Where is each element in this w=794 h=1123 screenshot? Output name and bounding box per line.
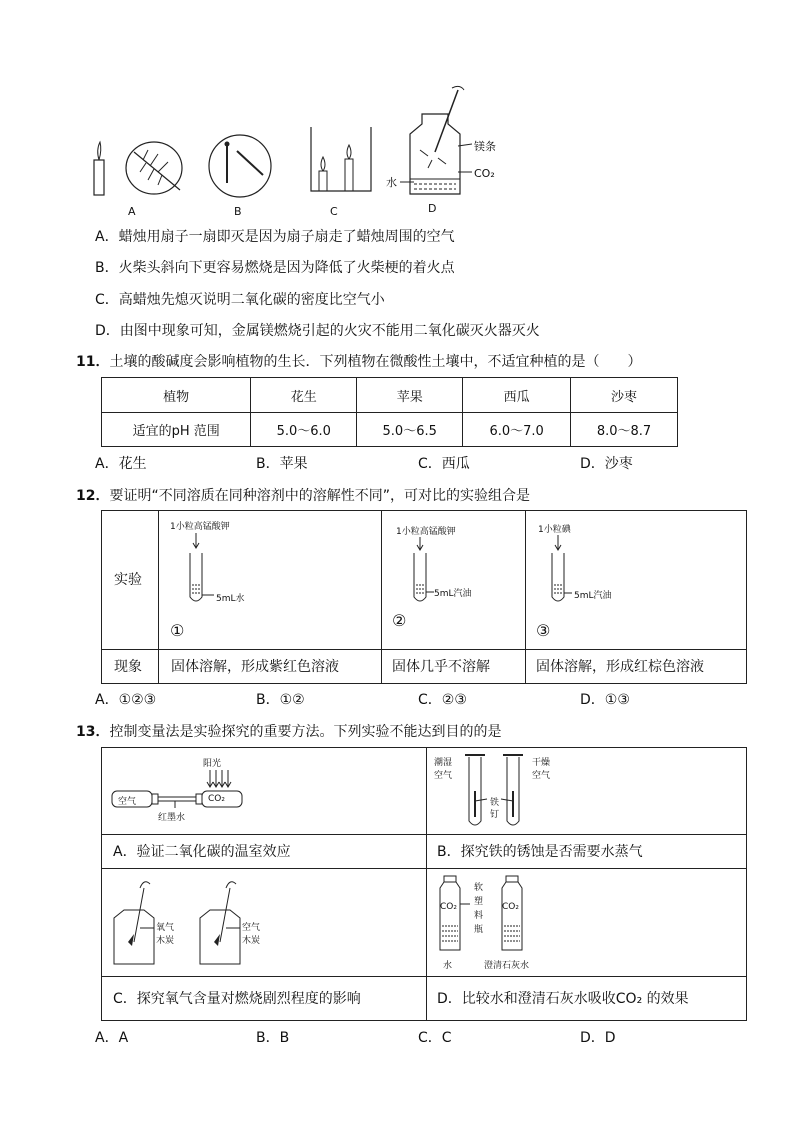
q10-option-a: A．蜡烛用扇子一扇即灭是因为扇子扇走了蜡烛周围的空气 — [95, 229, 455, 245]
fig-13b-wet-air: 空气 — [434, 771, 453, 781]
phenomenon-2: 固体几乎不溶解 — [392, 659, 490, 675]
fig-13a-ink: 红墨水 — [158, 813, 186, 823]
fig-13b-dry-air: 空气 — [532, 771, 551, 781]
q10-option-d: D．由图中现象可知，金属镁燃烧引起的火灾不能用二氧化碳灭火器灭火 — [95, 323, 540, 339]
exp2-liquid: 5mL汽油 — [434, 589, 472, 599]
q13-option-b: B．B — [256, 1030, 290, 1046]
q12-option-d: D．①③ — [580, 692, 630, 708]
table-header-cell: 花生 — [251, 378, 357, 413]
fig-label-b: B — [234, 205, 242, 218]
fig-d-mg-label: 镁条 — [474, 140, 496, 153]
fig-d-water-label: 水 — [386, 176, 397, 189]
fig-13d-co2-right: CO₂ — [502, 902, 519, 912]
fig-13c-charcoal-1: 木炭 — [156, 936, 175, 946]
fig-d-mg-bottle — [400, 84, 520, 199]
q10-option-b: B．火柴头斜向下更容易燃烧是因为降低了火柴梗的着火点 — [95, 260, 455, 276]
fig-13d-water: 水 — [443, 961, 453, 971]
fig-13a-sun: 阳光 — [203, 759, 222, 769]
exp3-number: ③ — [536, 621, 551, 640]
fig-b-matches — [207, 133, 277, 203]
question-number: 12． — [76, 488, 110, 504]
fig-13b-nail: 钉 — [490, 810, 500, 820]
q13-option-c: C．C — [418, 1030, 452, 1046]
fig-13d-material: 料 — [474, 911, 484, 921]
phenomenon-1: 固体溶解，形成紫红色溶液 — [171, 659, 339, 675]
q11-option-c: C．西瓜 — [418, 456, 470, 472]
question-text: 要证明“不同溶质在同种溶剂中的溶解性不同”，可对比的实验组合是 — [109, 488, 530, 504]
fig-13b-iron: 铁 — [490, 798, 500, 808]
q12-stem — [76, 486, 530, 506]
table-cell: 5.0～6.5 — [357, 413, 463, 447]
fig-13a-co2: CO₂ — [208, 794, 225, 804]
table-cell: 5.0～6.0 — [251, 413, 357, 447]
q11-option-a: A．花生 — [95, 456, 147, 472]
q10-option-c: C．高蜡烛先熄灭说明二氧化碳的密度比空气小 — [95, 292, 385, 308]
table-header-cell: 沙枣 — [571, 378, 678, 413]
fig-13b-wet: 潮湿 — [434, 758, 453, 768]
fig-label-d: D — [428, 202, 437, 215]
q13-cell-c: C．探究氧气含量对燃烧剧烈程度的影响 — [113, 991, 361, 1007]
fig-13d-soft: 软 — [474, 883, 484, 893]
row-label-experiment: 实验 — [114, 572, 142, 588]
q11-stem — [76, 352, 641, 372]
exp1-number: ① — [170, 621, 185, 640]
q13-cell-a: A．验证二氧化碳的温室效应 — [113, 844, 291, 860]
fig-13a-air: 空气 — [118, 797, 137, 807]
table-header-cell: 西瓜 — [463, 378, 571, 413]
fig-d-co2-label: CO₂ — [474, 167, 495, 180]
fig-13d-plastic: 塑 — [474, 897, 484, 907]
table-cell: 8.0～8.7 — [571, 413, 678, 447]
row-label-phenomenon: 现象 — [114, 659, 142, 675]
q12-option-b: B．①② — [256, 692, 305, 708]
fig-c-candles-beaker — [305, 125, 375, 197]
q13-stem — [76, 722, 501, 742]
q11-option-b: B．苹果 — [256, 456, 308, 472]
table-header-cell: 植物 — [102, 378, 251, 413]
fig-13c-oxygen: 氧气 — [156, 923, 175, 933]
q11-ph-table — [101, 377, 678, 447]
question-number: 11． — [76, 354, 110, 370]
fig-13c-charcoal-2: 木炭 — [242, 936, 261, 946]
q12-option-c: C．②③ — [418, 692, 467, 708]
table-header-cell: 苹果 — [357, 378, 463, 413]
exp3-solute: 1小粒碘 — [538, 525, 571, 535]
fig-13d-bottle: 瓶 — [474, 925, 484, 935]
question-number: 13． — [76, 724, 110, 740]
test-tube-3 — [550, 535, 590, 615]
fig-13d-co2-left: CO₂ — [440, 902, 457, 912]
fig-13d-plastic-bottles — [434, 874, 554, 954]
table-cell: 6.0～7.0 — [463, 413, 571, 447]
exp2-number: ② — [392, 611, 407, 630]
question-text: 控制变量法是实验探究的重要方法。下列实验不能达到目的的是 — [109, 724, 502, 740]
fig-a-candle-fan — [88, 130, 188, 205]
exp2-solute: 1小粒高锰酸钾 — [396, 527, 456, 537]
question-text: 土壤的酸碱度会影响植物的生长．下列植物在微酸性土壤中，不适宜种植的是（ ） — [109, 354, 642, 370]
q13-option-a: A．A — [95, 1030, 129, 1046]
exp3-liquid: 5mL汽油 — [574, 591, 612, 601]
exp1-liquid: 5mL水 — [216, 594, 245, 604]
table-cell: 适宜的pH 范围 — [102, 413, 251, 447]
fig-13c-air: 空气 — [242, 923, 261, 933]
phenomenon-3: 固体溶解，形成红棕色溶液 — [536, 659, 704, 675]
q12-option-a: A．①②③ — [95, 692, 157, 708]
q13-cell-d: D．比较水和澄清石灰水吸收CO₂ 的效果 — [437, 991, 689, 1007]
test-tube-2 — [412, 537, 452, 617]
q11-option-d: D．沙枣 — [580, 456, 633, 472]
fig-13b-dry: 干燥 — [532, 758, 551, 768]
exp1-solute: 1小粒高锰酸钾 — [170, 522, 230, 532]
q13-option-d: D．D — [580, 1030, 616, 1046]
fig-13d-limewater: 澄清石灰水 — [484, 961, 530, 971]
fig-label-c: C — [330, 205, 338, 218]
fig-label-a: A — [128, 205, 136, 218]
q13-cell-b: B．探究铁的锈蚀是否需要水蒸气 — [437, 844, 643, 860]
